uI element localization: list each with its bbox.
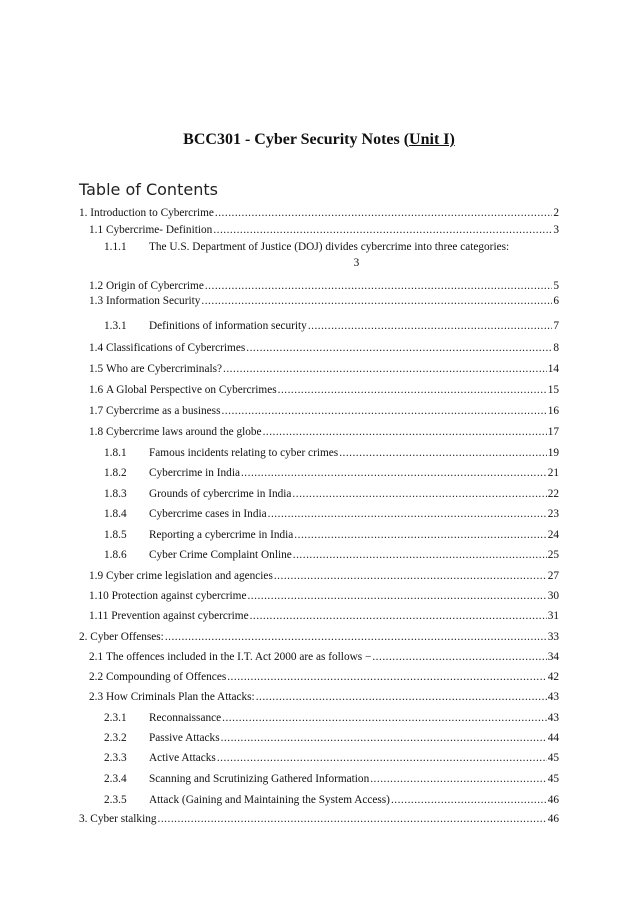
toc-entry-text: A Global Perspective on Cybercrimes	[105, 384, 277, 396]
toc-entry-page: 23	[547, 508, 559, 520]
toc-entry[interactable]	[104, 506, 559, 522]
toc-entry-number: 1.1.1	[104, 241, 127, 253]
toc-dot-leader	[215, 205, 552, 221]
toc-entry[interactable]	[104, 792, 559, 808]
toc-entry[interactable]	[89, 403, 559, 419]
toc-entry-text: Who are Cybercriminals?	[105, 363, 223, 375]
toc-entry-text: Cyber Crime Complaint Online	[149, 549, 292, 561]
toc-entry[interactable]	[104, 465, 559, 481]
toc-dot-leader	[308, 318, 553, 334]
toc-entry-text: Attack (Gaining and Maintaining the System Access)	[149, 794, 390, 806]
toc-entry-page: 27	[547, 570, 559, 582]
document-title-main: BCC301 - Cyber Security Notes (	[183, 131, 410, 148]
toc-entry-text: Active Attacks	[149, 752, 216, 764]
toc-entry-page: 44	[547, 732, 559, 744]
toc-entry-number: 3.	[79, 813, 91, 825]
toc-entry-number: 2.3.1	[104, 712, 127, 724]
toc-entry-number: 1.8.3	[104, 488, 127, 500]
toc-entry-page: 3	[353, 257, 360, 269]
toc-entry-text: Famous incidents relating to cyber crimes	[149, 447, 339, 459]
toc-entry-text: Passive Attacks	[149, 732, 220, 744]
toc-heading: Table of Contents	[79, 180, 218, 199]
toc-entry-text: Prevention against cybercrime	[111, 610, 249, 622]
toc-entry-text: Cybercrime laws around the globe	[105, 426, 262, 438]
toc-entry[interactable]	[104, 730, 559, 746]
toc-entry-number: 1.2	[89, 280, 106, 292]
toc-entry-number: 1.11	[89, 610, 112, 622]
toc-entry-page: 25	[547, 549, 559, 561]
toc-entry-page: 3	[553, 224, 559, 236]
toc-entry-number: 1.7	[89, 405, 106, 417]
toc-entry-page: 46	[547, 794, 559, 806]
toc-entry-number: 1.	[79, 207, 91, 219]
toc-entry-number: 1.8.1	[104, 447, 127, 459]
toc-entry-number: 1.8	[89, 426, 106, 438]
toc-entry-page: 19	[547, 447, 559, 459]
toc-dot-leader	[222, 710, 547, 726]
toc-entry-page: 33	[547, 631, 559, 643]
toc-entry-number: 1.8.5	[104, 529, 127, 541]
toc-entry[interactable]	[104, 750, 559, 766]
toc-entry-number: 2.3.3	[104, 752, 127, 764]
toc-entry-page: 46	[547, 813, 559, 825]
toc-entry-number: 1.1	[89, 224, 106, 236]
toc-dot-leader	[241, 465, 547, 481]
toc-entry-number: 2.3.5	[104, 794, 127, 806]
toc-entry[interactable]	[104, 771, 559, 787]
toc-dot-leader	[205, 278, 553, 294]
toc-entry-number: 1.8.6	[104, 549, 127, 561]
toc-entry-page: 14	[547, 363, 559, 375]
toc-dot-leader	[158, 811, 547, 827]
toc-entry-page: 15	[547, 384, 559, 396]
toc-entry[interactable]	[104, 710, 559, 726]
toc-entry-text: Protection against cybercrime	[111, 590, 247, 602]
toc-entry-page: 22	[547, 488, 559, 500]
toc-entry-number: 1.3	[89, 295, 106, 307]
toc-entry[interactable]	[104, 527, 559, 543]
toc-entry-page: 7	[553, 320, 559, 332]
toc-entry-text: Reporting a cybercrime in India	[149, 529, 294, 541]
toc-entry[interactable]	[104, 547, 559, 563]
toc-entry-number: 1.8.2	[104, 467, 127, 479]
toc-entry[interactable]	[79, 811, 559, 827]
toc-dot-leader	[246, 340, 552, 356]
toc-dot-leader	[372, 649, 546, 665]
toc-dot-leader	[250, 608, 547, 624]
toc-entry[interactable]	[79, 205, 559, 221]
toc-entry-text: Reconnaissance	[149, 712, 222, 724]
toc-entry[interactable]	[79, 629, 559, 645]
toc-entry-page: 31	[547, 610, 559, 622]
toc-entry-page: 34	[547, 651, 559, 663]
document-title-unit: Unit I)	[409, 131, 455, 148]
toc-entry[interactable]	[89, 669, 559, 685]
toc-entry[interactable]	[104, 239, 559, 271]
toc-entry[interactable]	[89, 689, 559, 705]
toc-entry-text: Cybercrime in India	[149, 467, 240, 479]
toc-entry-page: 2	[553, 207, 559, 219]
toc-dot-leader	[165, 629, 547, 645]
toc-entry[interactable]	[89, 608, 559, 624]
toc-entry-text: Classifications of Cybercrimes	[105, 342, 246, 354]
toc-entry-number: 1.4	[89, 342, 106, 354]
toc-entry-page: 24	[547, 529, 559, 541]
toc-entry-number: 1.10	[89, 590, 112, 602]
toc-entry-number: 2.3.2	[104, 732, 127, 744]
toc-entry-page: 5	[553, 280, 559, 292]
toc-entry-text: Scanning and Scrutinizing Gathered Information	[149, 773, 370, 785]
toc-entry[interactable]	[104, 318, 559, 334]
toc-entry-number: 1.6	[89, 384, 106, 396]
toc-entry-number: 1.5	[89, 363, 106, 375]
toc-entry[interactable]	[89, 340, 559, 356]
toc-entry-number: 1.8.4	[104, 508, 127, 520]
toc-entry-text: Cybercrime cases in India	[149, 508, 267, 520]
toc-dot-leader	[339, 445, 547, 461]
toc-dot-leader	[256, 689, 547, 705]
toc-entry[interactable]	[89, 588, 559, 604]
toc-dot-leader	[274, 568, 547, 584]
toc-dot-leader	[294, 527, 546, 543]
toc-entry-page: 43	[547, 691, 559, 703]
toc-dot-leader	[391, 792, 547, 808]
toc-entry-text: Compounding of Offences	[105, 671, 227, 683]
toc-entry[interactable]	[89, 293, 559, 309]
toc-entry-number: 2.2	[89, 671, 106, 683]
toc-entry-text: Grounds of cybercrime in India	[149, 488, 292, 500]
toc-entry[interactable]	[89, 568, 559, 584]
toc-entry[interactable]	[89, 222, 559, 238]
toc-entry-text: Cyber stalking	[90, 813, 157, 825]
toc-dot-leader	[278, 382, 547, 398]
toc-dot-leader	[263, 424, 547, 440]
toc-entry-page: 8	[553, 342, 559, 354]
toc-entry-page: 16	[547, 405, 559, 417]
toc-entry-text: Cybercrime- Definition	[105, 224, 213, 236]
toc-entry-number: 2.	[79, 631, 91, 643]
toc-dot-leader	[268, 506, 547, 522]
toc-entry-page: 43	[547, 712, 559, 724]
toc-entry-page: 6	[553, 295, 559, 307]
toc-entry-text: Origin of Cybercrime	[105, 280, 204, 292]
toc-entry-text: Definitions of information security	[149, 320, 307, 332]
toc-dot-leader	[293, 547, 547, 563]
toc-entry-text: Cyber crime legislation and agencies	[105, 570, 273, 582]
toc-entry-number: 1.9	[89, 570, 106, 582]
toc-entry[interactable]	[89, 649, 559, 665]
toc-dot-leader	[213, 222, 552, 238]
toc-dot-leader	[217, 750, 547, 766]
toc-dot-leader	[201, 293, 552, 309]
toc-entry[interactable]	[89, 278, 559, 294]
toc-entry[interactable]	[104, 445, 559, 461]
toc-dot-leader	[292, 486, 546, 502]
toc-entry[interactable]	[89, 361, 559, 377]
toc-dot-leader	[221, 403, 546, 419]
toc-entry-text: Cyber Offenses:	[90, 631, 164, 643]
toc-entry[interactable]	[89, 382, 559, 398]
toc-entry-text: The U.S. Department of Justice (DOJ) divides cybercrime into three categories:	[149, 241, 510, 253]
toc-entry-number: 2.3.4	[104, 773, 127, 785]
toc-entry-number: 2.3	[89, 691, 106, 703]
toc-entry-page: 45	[547, 773, 559, 785]
toc-dot-leader	[247, 588, 546, 604]
toc-entry-text: Introduction to Cybercrime	[90, 207, 214, 219]
toc-entry-page: 30	[547, 590, 559, 602]
toc-entry-page: 45	[547, 752, 559, 764]
toc-entry-page: 42	[547, 671, 559, 683]
toc-dot-leader	[227, 669, 546, 685]
toc-entry-page: 17	[547, 426, 559, 438]
toc-entry[interactable]	[104, 486, 559, 502]
toc-entry-text: Information Security	[105, 295, 201, 307]
toc-dot-leader	[370, 771, 546, 787]
toc-entry-page: 21	[547, 467, 559, 479]
toc-dot-leader	[221, 730, 547, 746]
toc-entry-text: How Criminals Plan the Attacks:	[105, 691, 255, 703]
toc-entry-number: 1.3.1	[104, 320, 127, 332]
toc-dot-leader	[223, 361, 547, 377]
toc-entry-text: Cybercrime as a business	[105, 405, 221, 417]
toc-entry[interactable]	[89, 424, 559, 440]
toc-entry-text: The offences included in the I.T. Act 2000 are as follows −	[105, 651, 372, 663]
toc-entry-number: 2.1	[89, 651, 106, 663]
